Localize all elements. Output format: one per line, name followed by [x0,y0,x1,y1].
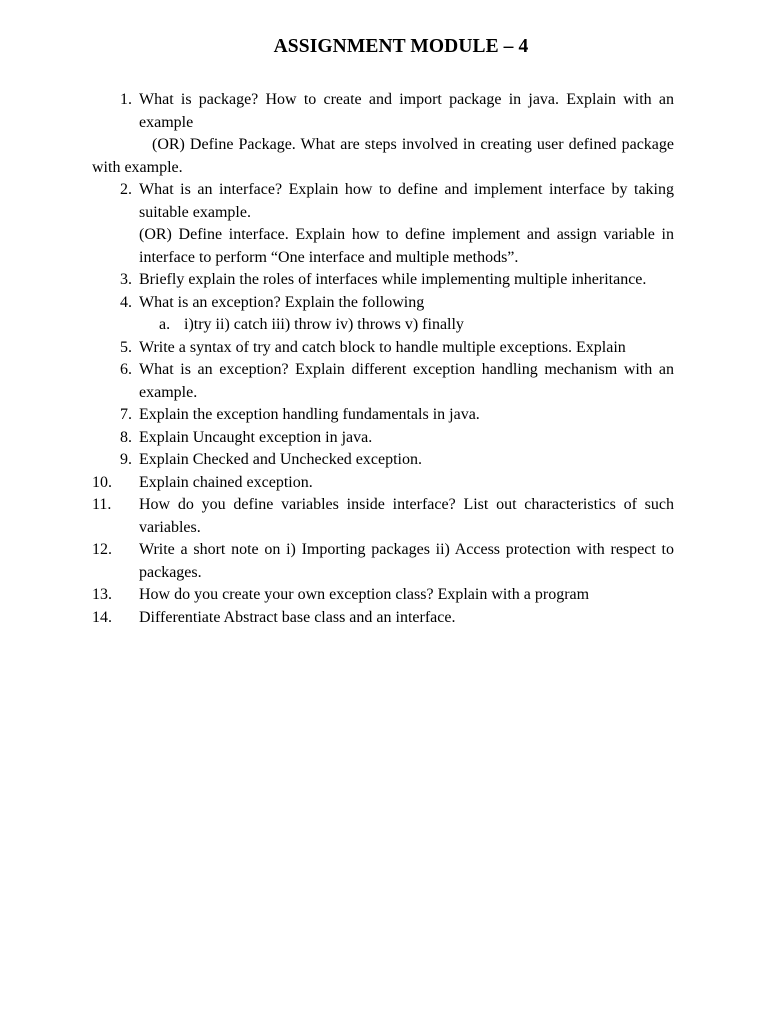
question-alternative: (OR) Define Package. What are steps involved in creating user defined package with example. [92,136,674,176]
question-6 [92,359,674,404]
question-alternative: (OR) Define interface. Explain how to define implement and assign variable in interface to perform “One interface and multiple methods”. [139,226,674,266]
question-7 [92,404,674,427]
question-11 [92,494,674,539]
question-number: 4. [120,293,132,311]
question-text: What is an interface? Explain how to define and implement interface by taking suitable example. [139,181,674,221]
sub-question-text: i)try ii) catch iii) throw iv) throws v) finally [184,316,464,333]
document-title: ASSIGNMENT MODULE – 4 [273,36,529,57]
question-number: 9. [120,451,132,468]
question-4 [92,292,674,337]
sub-question-label: a. [159,316,171,333]
question-number: 5. [120,338,132,356]
question-number: 1. [120,91,132,108]
question-text: Write a short note on i) Importing packages ii) Access protection with respect to packages. [139,541,674,581]
question-text: What is an exception? Explain different exception handling mechanism with an example. [139,361,674,401]
question-text: How do you define variables inside interface? List out characteristics of such variables. [139,496,674,536]
question-number: 14. [92,608,112,626]
question-text: What is an exception? Explain the following [139,293,425,311]
question-text: What is package? How to create and import package in java. Explain with an example [139,91,674,131]
question-number: 7. [120,406,132,423]
sub-question [139,314,674,337]
question-8 [92,427,674,450]
question-number: 6. [120,361,132,378]
question-number: 12. [92,541,112,558]
question-number: 2. [120,181,132,198]
question-text: Write a syntax of try and catch block to handle multiple exceptions. Explain [139,338,626,356]
question-number: 3. [120,271,132,288]
question-text: Explain chained exception. [139,473,313,491]
question-text: Differentiate Abstract base class and an interface. [139,608,456,626]
question-number: 8. [120,428,132,446]
question-text: Explain Uncaught exception in java. [139,428,373,446]
question-5 [92,337,674,360]
question-12 [92,539,674,584]
question-9 [92,449,674,472]
question-number: 11. [92,496,112,513]
question-10 [92,472,674,495]
question-number: 10. [92,473,112,491]
question-number: 13. [92,586,112,603]
question-1 [92,89,674,179]
question-text: Explain the exception handling fundamentals in java. [139,406,480,423]
question-list [92,89,674,629]
question-2 [92,179,674,269]
question-3 [92,269,674,292]
question-text: How do you create your own exception class? Explain with a program [139,586,590,603]
question-14 [92,607,674,630]
question-text: Briefly explain the roles of interfaces while implementing multiple inheritance. [139,271,647,288]
question-13 [92,584,674,607]
question-text: Explain Checked and Unchecked exception. [139,451,422,468]
